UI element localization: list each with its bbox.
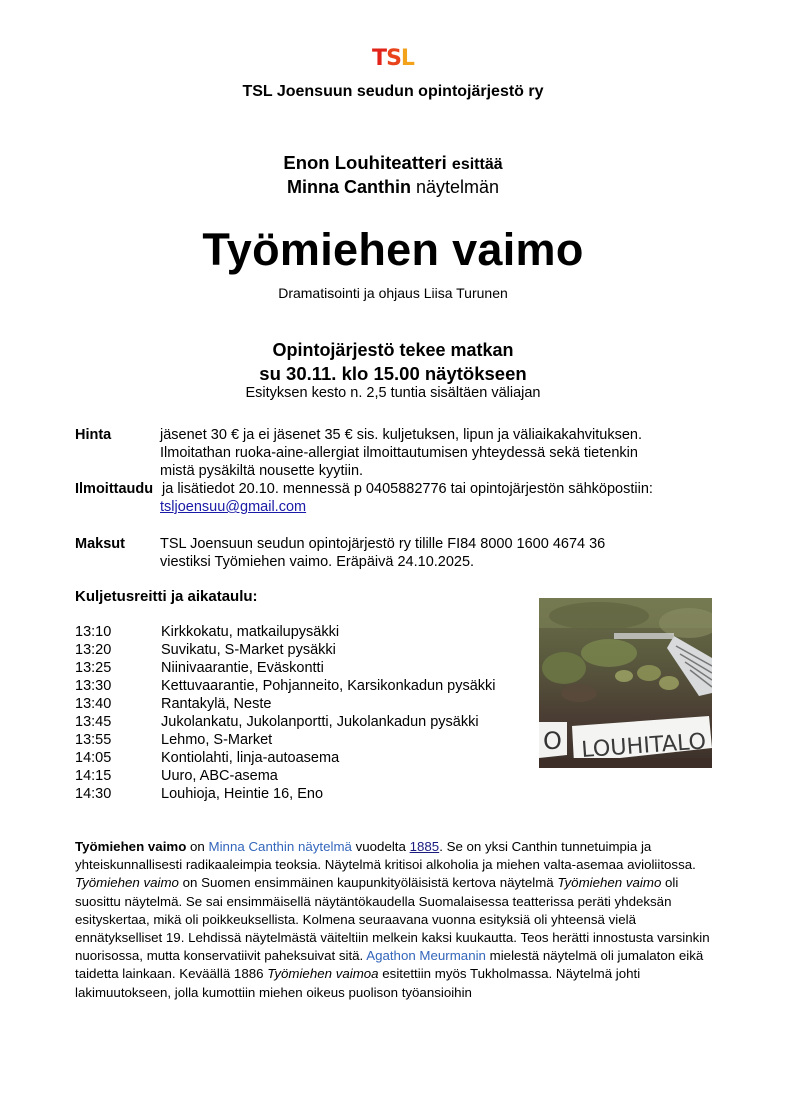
stop-time: 13:25 [75, 660, 112, 676]
stop-place: Lehmo, S-Market [161, 732, 273, 748]
trip-date: su 30.11. klo 15.00 näytökseen [259, 363, 527, 384]
stop-time: 13:45 [75, 714, 112, 730]
price-details [160, 426, 720, 480]
route-schedule [75, 623, 496, 803]
payment-details [160, 535, 720, 571]
email-link[interactable]: tsljoensuu@gmail.com [160, 499, 307, 515]
schedule-row [75, 623, 496, 641]
stop-place: Louhioja, Heintie 16, Eno [161, 786, 324, 802]
article-italic-title: Työmiehen vaimo [75, 875, 179, 891]
article-italic-title: Työmiehen vaimo [557, 875, 662, 891]
theater-name: Enon Louhiteatteri [283, 152, 447, 173]
logo-letter-t: T [372, 46, 387, 71]
article-text: mielestä näytelmä oli jumalaton eikä taidetta lainkaan. Keväällä 1886 [75, 948, 704, 982]
stop-place: Rantakylä, Neste [161, 696, 272, 712]
tsl-logo [0, 46, 786, 71]
play-title: Työmiehen vaimo [202, 224, 584, 275]
route-heading: Kuljetusreitti ja aikataulu: [75, 588, 258, 605]
louhitalo-photo [539, 598, 712, 768]
minna-canth-link[interactable]: Minna Canthin näytelmä [208, 839, 352, 854]
schedule-row [75, 695, 496, 713]
sign-left-fragment: O [543, 727, 562, 755]
stop-time: 14:05 [75, 750, 112, 766]
schedule-row [75, 713, 496, 731]
email-container [160, 498, 306, 516]
schedule-row [75, 677, 496, 695]
stop-time: 13:40 [75, 696, 112, 712]
play-description [75, 838, 715, 1002]
schedule-row [75, 731, 496, 749]
article-title-bold: Työmiehen vaimo [75, 839, 187, 854]
schedule-row [75, 659, 496, 677]
article-text: vuodelta [351, 839, 410, 854]
garden-sign-image [539, 598, 712, 768]
trip-heading: Opintojärjestö tekee matkan [272, 340, 514, 360]
stop-place: Kettuvaarantie, Pohjanneito, Karsikonkadun pysäkki [161, 678, 496, 694]
price-label: Hinta [75, 427, 112, 443]
payment-line: viestiksi Työmiehen vaimo. Eräpäivä 24.10.2025. [160, 554, 475, 570]
article-text: on [186, 839, 209, 854]
stop-place: Kontiolahti, linja-autoasema [161, 750, 340, 766]
show-duration: Esityksen kesto n. 2,5 tuntia sisältäen väliajan [245, 385, 541, 401]
stop-time: 13:30 [75, 678, 112, 694]
logo-letter-s: S [386, 46, 401, 71]
payment-line: TSL Joensuun seudun opintojärjestö ry tilille FI84 8000 1600 4674 36 [160, 536, 606, 552]
stop-place: Jukolankatu, Jukolanportti, Jukolankadun pysäkki [161, 714, 479, 730]
price-line: mistä pysäkiltä nousette kyytiin. [160, 463, 364, 479]
organization-name: TSL Joensuun seudun opintojärjestö ry [242, 83, 544, 100]
price-line: jäsenet 30 € ja ei jäsenet 35 € sis. kuljetuksen, lipun ja väliaikakahvituksen. [160, 427, 643, 443]
article-text: on Suomen ensimmäinen kaupunkityöläisistä kertova näytelmä [178, 875, 558, 891]
presents-verb: esittää [451, 156, 503, 173]
schedule-row [75, 749, 496, 767]
sign-text: LOUHITALO [580, 729, 706, 764]
stop-time: 13:55 [75, 732, 112, 748]
stop-place: Kirkkokatu, matkailupysäkki [161, 624, 340, 640]
direction-credit: Dramatisointi ja ohjaus Liisa Turunen [278, 285, 508, 301]
schedule-row [75, 785, 496, 803]
register-label: Ilmoittaudu [75, 481, 154, 497]
stop-time: 13:20 [75, 642, 112, 658]
register-text: ja lisätiedot 20.10. mennessä p 0405882776 tai opintojärjestön sähköpostiin: [162, 481, 653, 497]
payment-label: Maksut [75, 536, 125, 552]
stop-time: 13:10 [75, 624, 112, 640]
presents-line-1 [0, 152, 786, 174]
author-name: Minna Canthin [286, 177, 411, 197]
price-line: Ilmoitathan ruoka-aine-allergiat ilmoittautumisen yhteydessä sekä tietenkin [160, 445, 638, 461]
year-1885-link[interactable]: 1885 [409, 839, 440, 854]
article-text: oli suosittu näytelmä. Se sai ensimmäisellä näytäntökaudella Suomalaisessa teatterissa peräti yhdeksän esityskertaa, mikä oli poikkeuksellista. Kolmena seuraavana vuonna esityksiä oli yhteensä vielä ennätykselliset 19. Lehdissä näytelmästä väiteltiin melkein kaksi kuukautta. Teos herätti innostusta varsinkin nuorisossa, mutta konservatiivit paheksuivat sitä. [75, 875, 710, 964]
presents-line-2 [0, 177, 786, 198]
stop-place: Suvikatu, S-Market pysäkki [161, 642, 336, 658]
article-text: esitettiin myös Tukholmassa. Näytelmä johti lakimuutokseen, jolla kumottiin miehen oikeus puolison työansioihin [75, 966, 641, 1000]
schedule-row [75, 767, 496, 785]
play-word: näytelmän [415, 177, 500, 197]
stop-place: Uuro, ABC-asema [161, 768, 278, 784]
agathon-meurman-link[interactable]: Agathon Meurmanin [366, 948, 486, 964]
schedule-row [75, 641, 496, 659]
logo-letter-l: L [400, 46, 414, 71]
stop-time: 14:15 [75, 768, 112, 784]
article-text: . Se on yksi Canthin tunnetuimpia ja yhteiskunnallisesti radikaaleimpia teoksia. Näytelmä kritisoi alkoholia ja miehen valta-asemaa avioliitossa. [75, 839, 696, 873]
stop-time: 14:30 [75, 786, 112, 802]
article-italic-title: Työmiehen vaimoa [267, 966, 379, 982]
stop-place: Niinivaarantie, Eväskontti [161, 660, 324, 676]
